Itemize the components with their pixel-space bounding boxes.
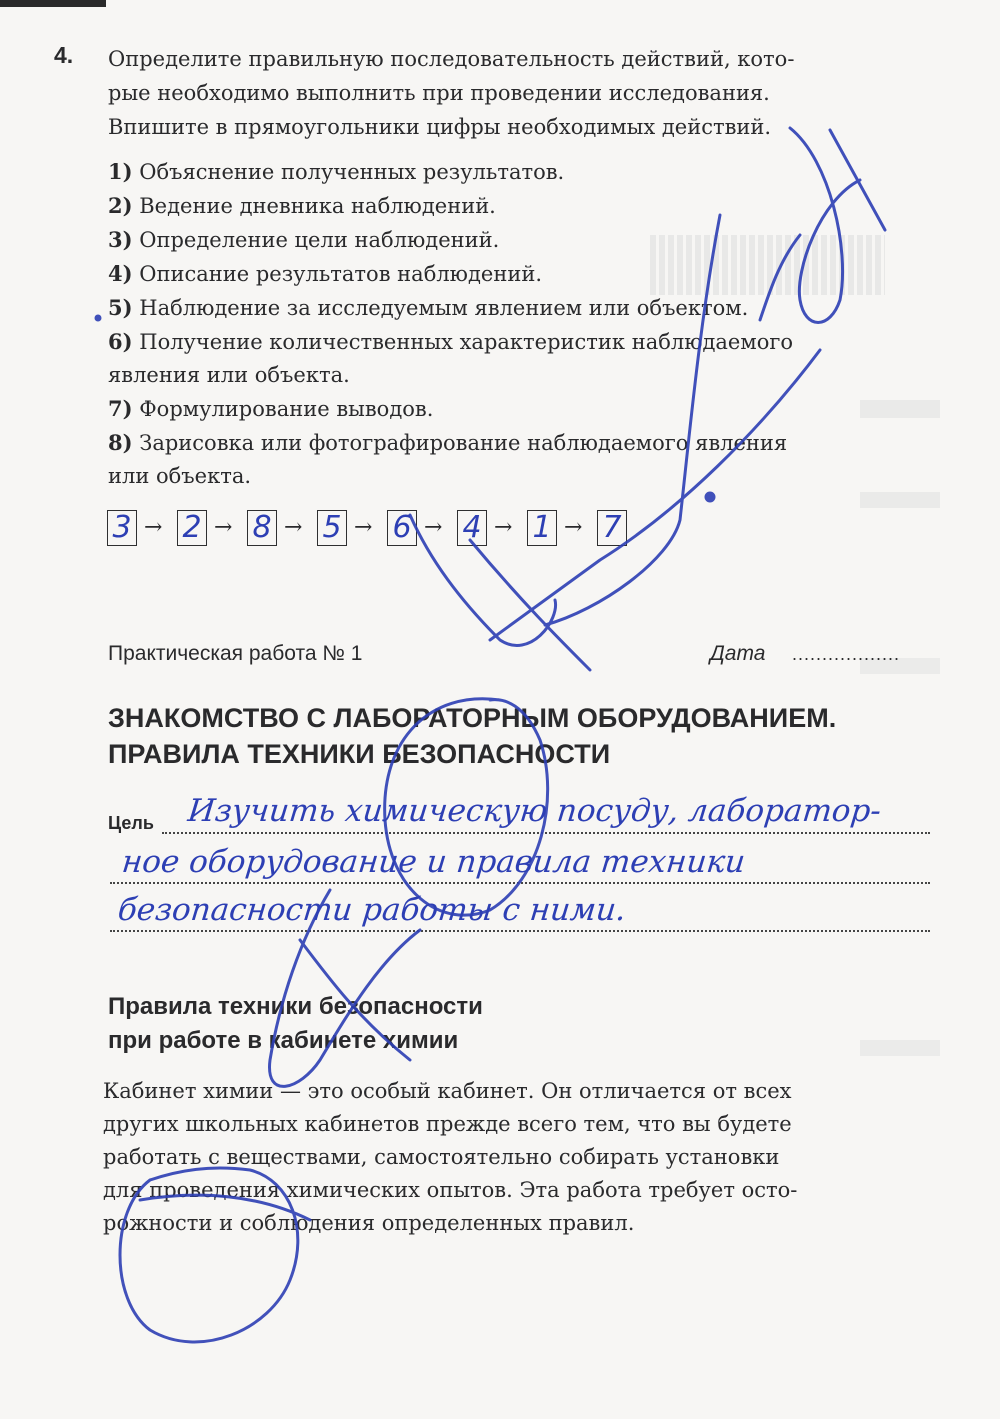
title-line: ЗНАКОМСТВО С ЛАБОРАТОРНЫМ ОБОРУДОВАНИЕМ. [108, 703, 837, 733]
option-item-continuation: явления или объекта. [108, 363, 350, 387]
option-item: 3) Определение цели наблюдений. [108, 227, 500, 252]
arrow-right-icon: → [144, 515, 163, 540]
subtitle-line: Правила техники безопасности [108, 993, 483, 1020]
arrow-right-icon: → [564, 515, 583, 540]
scribble-dot [706, 493, 714, 501]
paragraph-line: других школьных кабинетов прежде всего тем, что вы будете [103, 1112, 792, 1136]
arrow-right-icon: → [354, 515, 373, 540]
scribble-stroke [270, 890, 420, 1086]
scribble-stroke [300, 940, 410, 1060]
scribble-stroke [790, 128, 860, 323]
goal-handwriting-line[interactable]: Изучить химическую посуду, лаборатор- [186, 793, 883, 829]
answer-box[interactable]: 3 [107, 510, 137, 546]
scribble-stroke [760, 235, 800, 320]
option-item-continuation: или объекта. [108, 464, 252, 488]
scribble-stroke [140, 1195, 310, 1220]
scribble-stroke [545, 215, 720, 625]
task-number: 4. [54, 42, 74, 68]
question-line: Впишите в прямоугольники цифры необходимых действий. [108, 115, 772, 139]
answer-box[interactable]: 1 [527, 510, 557, 546]
answer-box[interactable]: 5 [317, 510, 347, 546]
paragraph-line: работать с веществами, самостоятельно собирать установки [103, 1145, 780, 1169]
option-item: 8) Зарисовка или фотографирование наблюдаемого явления [108, 430, 788, 455]
answer-box[interactable]: 6 [387, 510, 417, 546]
arrow-right-icon: → [214, 515, 233, 540]
answer-box[interactable]: 4 [457, 510, 487, 546]
scribble-dot [96, 316, 100, 320]
option-item: 6) Получение количественных характеристик наблюдаемого [108, 329, 793, 354]
question-line: рые необходимо выполнить при проведении исследования. [108, 81, 770, 105]
scribble-stroke [830, 130, 885, 230]
answer-box[interactable]: 7 [597, 510, 627, 546]
answer-box[interactable]: 8 [247, 510, 277, 546]
option-item: 5) Наблюдение за исследуемым явлением или объектом. [108, 295, 749, 320]
goal-handwriting-line[interactable]: ное оборудование и правила техники [120, 844, 747, 880]
goal-handwriting-line[interactable]: безопасности работы с ними. [116, 892, 628, 928]
option-item: 2) Ведение дневника наблюдений. [108, 193, 496, 218]
subtitle-line: при работе в кабинете химии [108, 1027, 459, 1054]
scribble-stroke [410, 515, 556, 645]
scribble-stroke [470, 540, 590, 670]
option-item: 7) Формулирование выводов. [108, 396, 434, 421]
answer-box[interactable]: 2 [177, 510, 207, 546]
arrow-right-icon: → [424, 515, 443, 540]
paragraph-line: Кабинет химии — это особый кабинет. Он отличается от всех [103, 1079, 792, 1103]
date-label: Дата [710, 642, 766, 665]
date-field[interactable]: .................. [792, 644, 901, 664]
paragraph-line: рожности и соблюдения определенных правил. [103, 1211, 635, 1235]
question-line: Определите правильную последовательность действий, кото- [108, 47, 795, 71]
practical-work-label: Практическая работа № 1 [108, 642, 363, 665]
goal-label: Цель [108, 813, 154, 833]
option-item: 1) Объяснение полученных результатов. [108, 159, 565, 184]
arrow-right-icon: → [284, 515, 303, 540]
scribble-stroke [490, 350, 820, 640]
scribble-stroke [385, 699, 548, 915]
title-line: ПРАВИЛА ТЕХНИКИ БЕЗОПАСНОСТИ [108, 739, 611, 769]
option-item: 4) Описание результатов наблюдений. [108, 261, 542, 286]
arrow-right-icon: → [494, 515, 513, 540]
paragraph-line: для проведения химических опытов. Эта работа требует осто- [103, 1178, 798, 1202]
